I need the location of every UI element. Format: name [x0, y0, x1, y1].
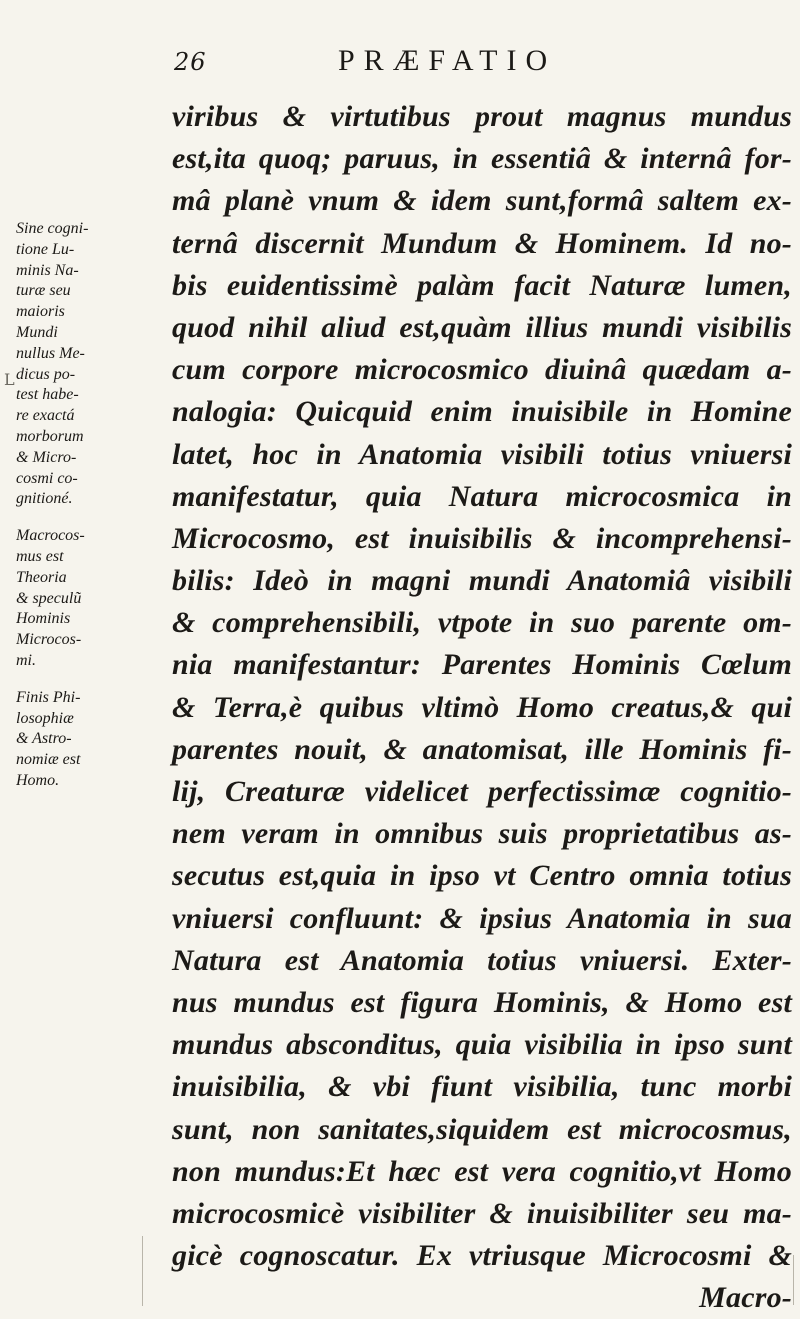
margin-note-line: maioris — [16, 303, 65, 321]
margin-note-line: Hominis — [16, 610, 71, 628]
margin-note-block-1 — [16, 219, 166, 510]
text-line: & Terra,è quibus vltimò Homo creatus,& qui — [172, 690, 792, 724]
text-line: mâ planè vnum & idem sunt,formâ saltem ex- — [172, 184, 792, 218]
margin-note-line: & speculũ — [16, 589, 82, 607]
margin-note-line: Theoria — [16, 568, 67, 586]
margin-note-line: tione Lu- — [16, 240, 75, 258]
text-line: est,ita quoq; paruus, in essentiâ & internâ for- — [172, 142, 792, 176]
page-number: 26 — [174, 48, 207, 76]
text-line: cum corpore microcosmico diuinâ quædam a- — [172, 353, 792, 387]
margin-note-line: Finis Phi- — [16, 688, 81, 706]
text-line: viribus & virtutibus prout magnus mundus — [172, 100, 792, 133]
margin-note-line: dicus po- — [16, 365, 76, 383]
margin-note-line: morborum — [16, 427, 84, 445]
text-line: bis euidentissimè palàm facit Naturæ lumen, — [172, 268, 792, 302]
running-head: PRÆFATIO — [338, 44, 557, 77]
margin-note-line: Homo. — [16, 771, 60, 789]
pencil-mark — [142, 1236, 143, 1306]
text-line: parentes nouit, & anatomisat, ille Hominis fi- — [172, 732, 792, 766]
text-line: secutus est,quia in ipso vt Centro omnia totius — [172, 859, 792, 893]
text-line: mundus absconditus, quia visibilia in ipso sunt — [172, 1028, 792, 1062]
text-line: Natura est Anatomia totius vniuersi. Exter- — [172, 943, 792, 977]
margin-note-line: cosmi co- — [16, 469, 78, 487]
margin-note-line: Macrocos- — [16, 527, 85, 545]
page-edge-mark — [793, 1255, 794, 1305]
text-line: manifestatur, quia Natura microcosmica in — [172, 479, 792, 513]
margin-note-line: test habe- — [16, 386, 79, 404]
margin-note-line: minis Na- — [16, 261, 79, 279]
text-line: lij, Creaturæ videlicet perfectissimæ cognitio- — [172, 775, 792, 808]
text-line: bilis: Ideò in magni mundi Anatomiâ visibili — [172, 564, 792, 598]
text-line: & comprehensibili, vtpote in suo parente om- — [172, 606, 792, 640]
margin-note-line: gnitioné. — [16, 490, 73, 508]
margin-note-line: Microcos- — [16, 631, 82, 649]
margin-notes — [16, 219, 166, 792]
margin-note-line: Mundi — [16, 323, 58, 341]
margin-note-line: mus est — [16, 547, 64, 565]
text-line: quod nihil aliud est,quàm illius mundi visibilis — [172, 310, 792, 344]
margin-note-line: losophiæ — [16, 709, 74, 727]
text-line: nia manifestantur: Parentes Hominis Cœlum — [172, 648, 792, 682]
margin-note-line: re exactá — [16, 407, 75, 425]
margin-note-line: & Micro- — [16, 448, 77, 466]
text-line: ternâ discernit Mundum & Hominem. Id no- — [172, 226, 792, 260]
body-text — [172, 96, 792, 1319]
text-line: sunt, non sanitates,siquidem est microcosmus, — [172, 1112, 792, 1146]
text-line: microcosmicè visibiliter & inuisibiliter seu ma- — [172, 1196, 792, 1230]
margin-note-line: Sine cogni- — [16, 220, 89, 237]
margin-note-line: nomiæ est — [16, 751, 81, 769]
margin-note-line: mi. — [16, 651, 36, 669]
edge-mark: L — [4, 370, 15, 389]
margin-note-line: & Astro- — [16, 730, 72, 748]
margin-note-block-3 — [16, 688, 166, 792]
margin-note-block-2 — [16, 526, 166, 672]
text-line: nus mundus est figura Hominis, & Homo est — [172, 985, 792, 1019]
text-line: latet, hoc in Anatomia visibili totius vniuersi — [172, 437, 792, 471]
text-line: nem veram in omnibus suis proprietatibus as- — [172, 817, 792, 851]
text-line: nalogia: Quicquid enim inuisibile in Homine — [172, 395, 792, 429]
text-line: non mundus:Et hæc est vera cognitio,vt Homo — [172, 1154, 792, 1188]
text-line: vniuersi confluunt: & ipsius Anatomia in sua — [172, 901, 792, 935]
text-line: inuisibilia, & vbi fiunt visibilia, tunc morbi — [172, 1070, 792, 1104]
margin-note-line: turæ seu — [16, 282, 71, 300]
text-line: Microcosmo, est inuisibilis & incomprehensi- — [172, 521, 792, 555]
catchword: Macro- — [699, 1281, 792, 1315]
margin-note-line: nullus Me- — [16, 344, 85, 362]
text-line: gicè cognoscatur. Ex vtriusque Microcosmi & — [172, 1239, 792, 1273]
